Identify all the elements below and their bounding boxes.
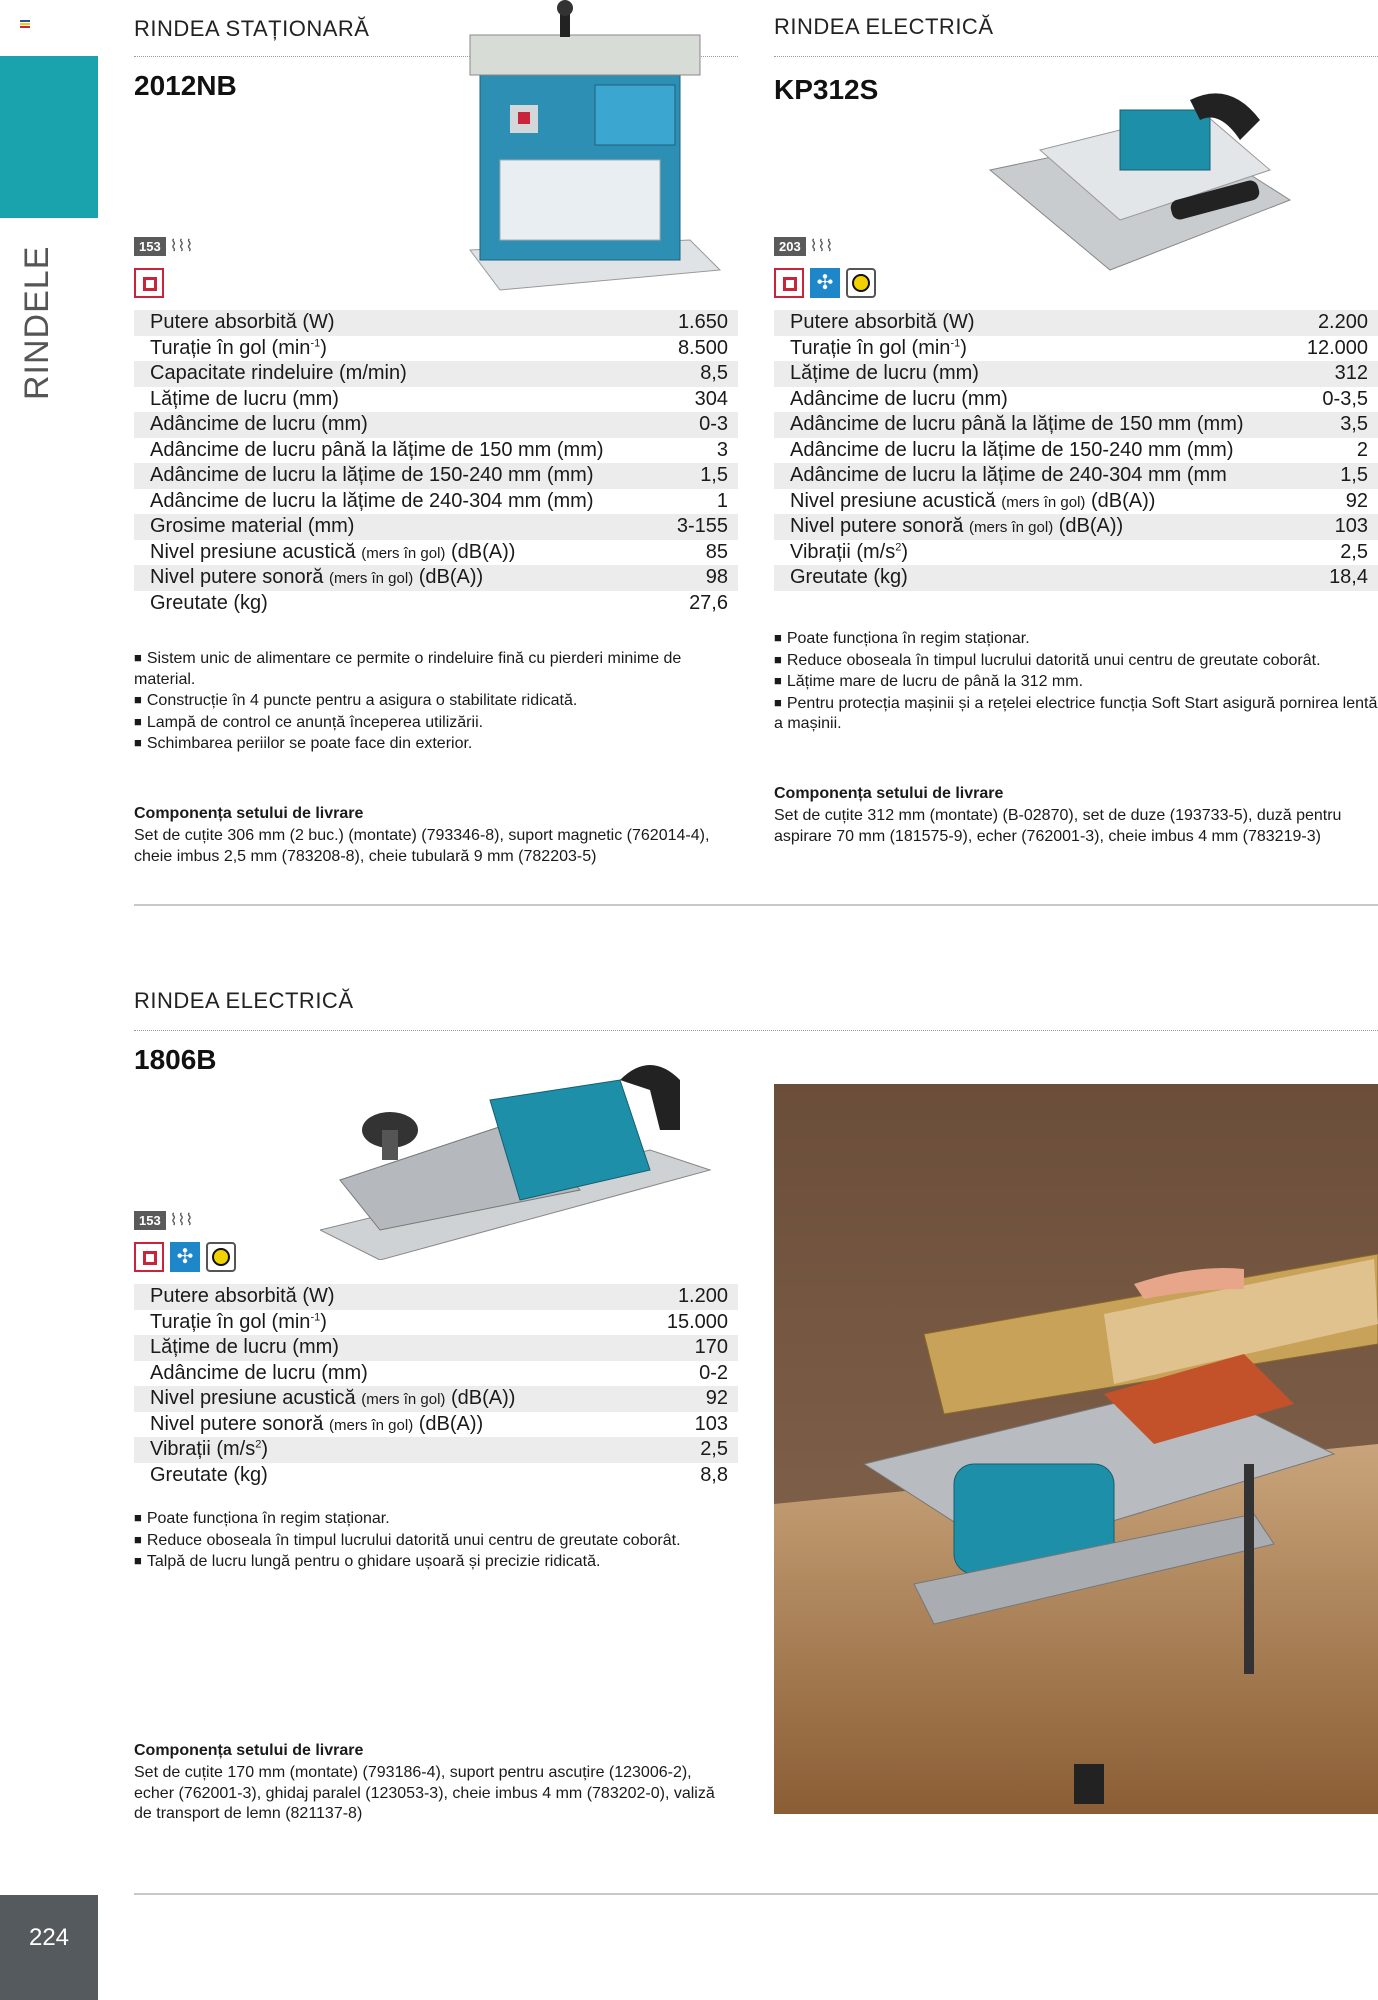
spec-value: 103 xyxy=(694,1412,728,1435)
list-item: ■ Reduce oboseala în timpul lucrului datorită unui centru de greutate coborât. xyxy=(134,1530,694,1552)
spec-value: 27,6 xyxy=(689,591,728,614)
table-row xyxy=(134,1437,738,1463)
blue-dust-icon: ✣ xyxy=(170,1242,200,1272)
table-row xyxy=(134,540,738,566)
list-item: ■ Construcție în 4 puncte pentru a asigura o stabilitate ridicată. xyxy=(134,690,744,712)
spring-icon: ⌇⌇⌇ xyxy=(809,238,834,255)
table-row xyxy=(134,1386,738,1412)
table-row xyxy=(134,1310,738,1336)
list-item: ■ Poate funcționa în regim staționar. xyxy=(774,628,1378,650)
spec-value: 92 xyxy=(1345,489,1368,512)
dotted-divider xyxy=(134,1030,1378,1031)
spec-label: Greutate (kg) xyxy=(150,1463,268,1486)
spec-label: Nivel putere sonoră (mers în gol) (dB(A)) xyxy=(150,1412,484,1435)
list-item: ■ Reduce oboseala în timpul lucrului datorită unui centru de greutate coborât. xyxy=(774,650,1378,672)
feature-list xyxy=(134,1508,694,1573)
table-row xyxy=(134,1335,738,1361)
spec-label: Adâncime de lucru (mm) xyxy=(790,387,1008,410)
model-name: 1806B xyxy=(134,1044,217,1075)
set-text: Set de cuțite 312 mm (montate) (B-02870), set de duze (193733-5), duză pentru aspirare 70 mm (181575-9), echer (762001-3), cheie imbus 4 mm (783219-3) xyxy=(774,807,1342,845)
model-name: 2012NB xyxy=(134,70,237,101)
spec-value: 170 xyxy=(628,1335,738,1361)
product-image-1806b xyxy=(320,1060,720,1260)
spec-table xyxy=(134,1284,738,1488)
spec-value: 2,5 xyxy=(1340,540,1368,563)
spec-label: Turație în gol $(\min^{-1})$ xyxy=(150,336,327,359)
red-square-icon xyxy=(134,1242,164,1272)
badge-number: 153 xyxy=(134,237,166,256)
table-row xyxy=(134,438,738,464)
vibration-badge xyxy=(134,1210,193,1230)
table-row xyxy=(134,1412,738,1438)
spec-value: 12.000 xyxy=(1306,336,1368,359)
table-row xyxy=(134,336,738,362)
spec-label: Putere absorbită (W) xyxy=(134,1284,628,1310)
spec-label: Nivel presiune acustică (mers în gol) (dB(A)) xyxy=(150,540,516,563)
badge-number: 203 xyxy=(774,237,806,256)
spec-label: Vibrații $(m/s^2)$ xyxy=(134,1437,628,1463)
list-item: ■ Pentru protecția mașinii și a rețelei electrice funcția Soft Start asigură pornirea lentă a mașinii. xyxy=(774,693,1378,735)
model-name: KP312S xyxy=(774,74,879,105)
spec-value: 312 xyxy=(1285,361,1378,387)
set-title: Componența setului de livrare xyxy=(774,785,1004,802)
spec-label: Putere absorbită (W) xyxy=(134,310,654,336)
spec-table xyxy=(134,310,738,616)
spec-label: Lățime de lucru (mm) xyxy=(150,387,339,410)
feature-icons xyxy=(134,1242,236,1272)
spec-value: 1 xyxy=(716,489,728,512)
table-row xyxy=(774,310,1378,336)
section-divider xyxy=(134,1893,1378,1895)
spec-label: Greutate (kg) xyxy=(150,591,268,614)
spec-label: Turație în gol $(\min^{-1})$ xyxy=(150,1310,327,1333)
red-square-icon xyxy=(134,268,164,298)
list-item: ■ Lățime mare de lucru de până la 312 mm. xyxy=(774,671,1378,693)
spec-value: 98 xyxy=(654,565,738,591)
spec-label: Capacitate rindeluire (m/min) xyxy=(134,361,654,387)
spec-label: Nivel presiune acustică (mers în gol) (dB(A)) xyxy=(790,489,1156,512)
spec-label: Nivel putere sonoră (mers în gol) (dB(A)) xyxy=(774,514,1285,540)
spec-label: Adâncime de lucru (mm) xyxy=(150,1361,368,1384)
spring-icon: ⌇⌇⌇ xyxy=(169,1212,194,1229)
spec-value: 0-2 xyxy=(699,1361,728,1384)
set-title: Componența setului de livrare xyxy=(134,805,364,822)
product-image-kp312s xyxy=(980,80,1300,280)
feature-icons xyxy=(134,268,164,298)
section-divider xyxy=(134,904,1378,906)
spec-label: Lățime de lucru (mm) xyxy=(774,361,1285,387)
flag-icon xyxy=(20,20,30,28)
category-title: RINDEA ELECTRICĂ xyxy=(134,988,354,1013)
spec-label: Grosime material (mm) xyxy=(134,514,654,540)
spec-label: Vibrații $(m/s^2)$ xyxy=(790,540,909,563)
blue-dust-icon: ✣ xyxy=(810,268,840,298)
spec-value: 1.200 xyxy=(628,1284,738,1310)
spec-value: 3 xyxy=(716,438,728,461)
spec-label: Adâncime de lucru la lățime de 240-304 mm (mm xyxy=(774,463,1285,489)
table-row xyxy=(134,565,738,591)
feature-list xyxy=(774,628,1378,735)
vibration-badge xyxy=(134,236,193,256)
spec-table xyxy=(774,310,1378,591)
vibration-badge xyxy=(774,236,833,256)
category-title: RINDEA ELECTRICĂ xyxy=(774,14,994,39)
section-label: RINDELE xyxy=(18,245,56,400)
spec-value: 1,5 xyxy=(1285,463,1378,489)
list-item: ■ Sistem unic de alimentare ce permite o rindeluire fină cu pierderi minime de material. xyxy=(134,648,744,690)
table-row xyxy=(134,591,738,617)
spec-value: 1.650 xyxy=(654,310,738,336)
spec-label: Lățime de lucru (mm) xyxy=(134,1335,628,1361)
spring-icon: ⌇⌇⌇ xyxy=(169,238,194,255)
spec-value: 8,5 xyxy=(654,361,738,387)
table-row xyxy=(134,361,738,387)
spec-value: 92 xyxy=(628,1386,738,1412)
table-row xyxy=(134,514,738,540)
page-number: 224 xyxy=(28,1924,70,1951)
spec-label: Adâncime de lucru la lățime de 150-240 mm (mm) xyxy=(790,438,1234,461)
table-row xyxy=(774,387,1378,413)
table-row xyxy=(774,489,1378,515)
table-row xyxy=(774,463,1378,489)
red-square-icon xyxy=(774,268,804,298)
dotted-divider xyxy=(774,56,1378,57)
spec-label: Nivel presiune acustică (mers în gol) (dB(A)) xyxy=(134,1386,628,1412)
table-row xyxy=(134,489,738,515)
spec-value: 3,5 xyxy=(1285,412,1378,438)
spec-value: 15.000 xyxy=(666,1310,728,1333)
usage-photo xyxy=(774,1084,1378,1814)
table-row xyxy=(774,361,1378,387)
spec-value: 3-155 xyxy=(654,514,738,540)
table-row xyxy=(134,1361,738,1387)
spec-label: Putere absorbită (W) xyxy=(774,310,1285,336)
table-row xyxy=(774,412,1378,438)
set-title: Componența setului de livrare xyxy=(134,1742,364,1759)
table-row xyxy=(134,1463,738,1489)
spec-value: 103 xyxy=(1285,514,1378,540)
list-item: ■ Talpă de lucru lungă pentru o ghidare ușoară și precizie ridicată. xyxy=(134,1551,694,1573)
spec-label: Turație în gol $(\min^{-1})$ xyxy=(790,336,967,359)
category-title: RINDEA STAȚIONARĂ xyxy=(134,16,370,41)
yellow-soft-start-icon xyxy=(846,268,876,298)
yellow-soft-start-icon xyxy=(206,1242,236,1272)
table-row xyxy=(774,565,1378,591)
spec-value: 0-3,5 xyxy=(1322,387,1368,410)
spec-label: Adâncime de lucru (mm) xyxy=(134,412,654,438)
spec-value: 1,5 xyxy=(654,463,738,489)
spec-label: Adâncime de lucru la lățime de 240-304 mm (mm) xyxy=(150,489,594,512)
spec-label: Greutate (kg) xyxy=(774,565,1285,591)
spec-label: Nivel putere sonoră (mers în gol) (dB(A)) xyxy=(134,565,654,591)
spec-value: 0-3 xyxy=(654,412,738,438)
product-image-2012nb xyxy=(430,0,730,300)
spec-value: 2 xyxy=(1356,438,1368,461)
spec-value: 304 xyxy=(694,387,728,410)
spec-label: Adâncime de lucru până la lățime de 150 mm (mm) xyxy=(150,438,604,461)
table-row xyxy=(134,387,738,413)
list-item: ■ Schimbarea periilor se poate face din exterior. xyxy=(134,733,744,755)
table-row xyxy=(134,463,738,489)
table-row xyxy=(134,412,738,438)
list-item: ■ Poate funcționa în regim staționar. xyxy=(134,1508,694,1530)
badge-number: 153 xyxy=(134,1211,166,1230)
set-text: Set de cuțite 170 mm (montate) (793186-4), suport pentru ascuțire (123006-2), echer (762001-3), ghidaj paralel (123053-3), cheie imbus 4 mm (783202-0), valiză de transport de lemn (821137-8) xyxy=(134,1764,715,1822)
table-row xyxy=(134,310,738,336)
spec-label: Adâncime de lucru la lățime de 150-240 mm (mm) xyxy=(134,463,654,489)
spec-value: 8.500 xyxy=(677,336,728,359)
table-row xyxy=(134,1284,738,1310)
spec-value: 85 xyxy=(705,540,728,563)
spec-label: Adâncime de lucru până la lățime de 150 mm (mm) xyxy=(774,412,1285,438)
spec-value: 2,5 xyxy=(628,1437,738,1463)
table-row xyxy=(774,514,1378,540)
spec-value: 8,8 xyxy=(700,1463,728,1486)
list-item: ■ Lampă de control ce anunță începerea utilizării. xyxy=(134,712,744,734)
table-row xyxy=(774,438,1378,464)
spec-value: 2.200 xyxy=(1285,310,1378,336)
table-row xyxy=(774,540,1378,566)
table-row xyxy=(774,336,1378,362)
feature-icons xyxy=(774,268,876,298)
set-text: Set de cuțite 306 mm (2 buc.) (montate) (793346-8), suport magnetic (762014-4), cheie imbus 2,5 mm (783208-8), cheie tubulară 9 mm (782203-5) xyxy=(134,827,710,865)
section-color-block xyxy=(0,56,98,218)
spec-value: 18,4 xyxy=(1285,565,1378,591)
feature-list xyxy=(134,648,744,755)
